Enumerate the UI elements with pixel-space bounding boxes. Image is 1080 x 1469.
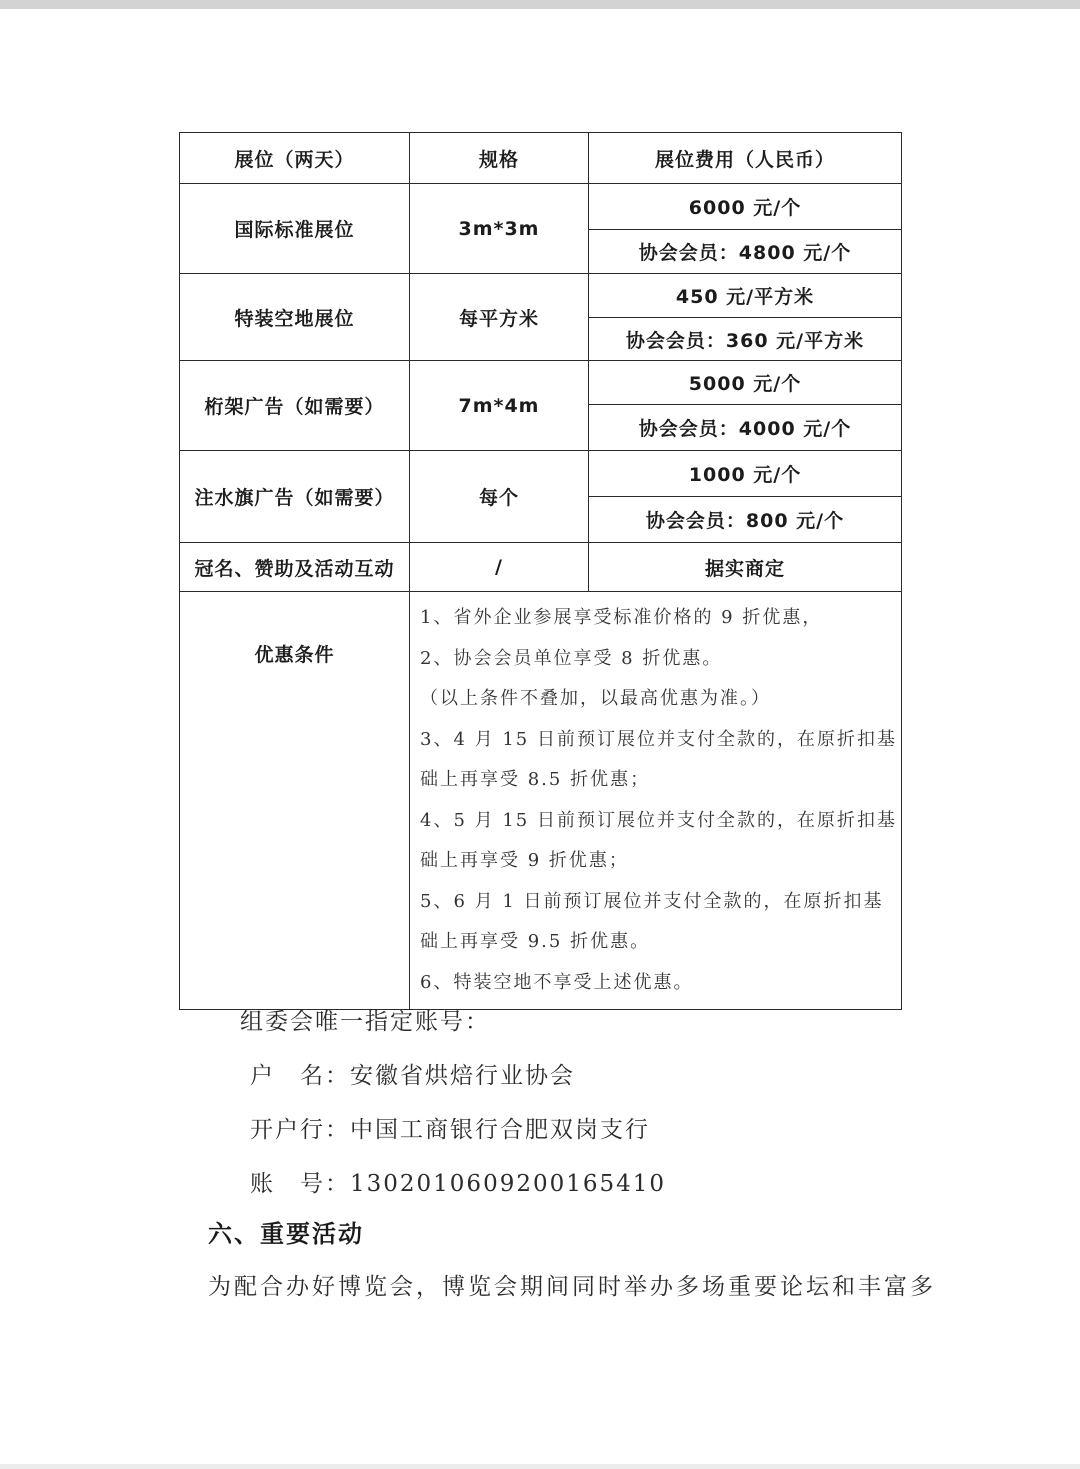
header-fee: 展位费用（人民币） — [589, 133, 902, 184]
booth-price: 1000 元/个 — [589, 451, 902, 497]
account-bank-label: 开户行： — [250, 1117, 350, 1143]
discount-line: 础上再享受 9 折优惠； — [420, 850, 629, 871]
account-name-value: 安徽省烘焙行业协会 — [350, 1063, 575, 1089]
table-row — [180, 184, 902, 230]
booth-name: 桁架广告（如需要） — [180, 361, 410, 451]
booth-spec: 每个 — [410, 451, 589, 543]
booth-price: 5000 元/个 — [589, 361, 902, 405]
discount-label: 优惠条件 — [180, 592, 410, 1010]
booth-spec: 每平方米 — [410, 274, 589, 361]
bottom-edge — [0, 1464, 1080, 1469]
booth-member-price: 协会会员：360 元/平方米 — [589, 318, 902, 361]
account-intro: 组委会唯一指定账号： — [240, 1009, 490, 1035]
account-number-value: 1302010609200165410 — [350, 1171, 667, 1197]
booth-member-price: 协会会员：4800 元/个 — [589, 230, 902, 274]
account-info — [240, 1000, 666, 1216]
section-paragraph: 为配合办好博览会，博览会期间同时举办多场重要论坛和丰富多 — [208, 1274, 936, 1300]
table-header-row — [180, 133, 902, 184]
top-bar — [0, 0, 1080, 9]
section-title: 六、重要活动 — [208, 1220, 364, 1248]
booth-member-price: 协会会员：800 元/个 — [589, 497, 902, 543]
booth-spec: 7m*4m — [410, 361, 589, 451]
discount-list — [410, 592, 902, 1010]
sponsor-name: 冠名、赞助及活动互动 — [180, 543, 410, 592]
account-bank-value: 中国工商银行合肥双岗支行 — [350, 1117, 650, 1143]
discount-line: 1、省外企业参展享受标准价格的 9 折优惠， — [420, 607, 823, 628]
table-row — [180, 361, 902, 405]
sponsor-fee: 据实商定 — [589, 543, 902, 592]
table-row — [180, 274, 902, 318]
discount-line: 4、5 月 15 日前预订展位并支付全款的，在原折扣基 — [420, 809, 897, 831]
booth-fee-table — [179, 132, 902, 1010]
booth-name: 特装空地展位 — [180, 274, 410, 361]
table-row — [180, 451, 902, 497]
discount-line: 础上再享受 9.5 折优惠。 — [420, 931, 651, 952]
discount-row — [180, 592, 902, 1010]
discount-line: 5、6 月 1 日前预订展位并支付全款的，在原折扣基 — [420, 890, 884, 912]
account-bank-line — [240, 1108, 666, 1162]
booth-name: 注水旗广告（如需要） — [180, 451, 410, 543]
discount-line: 3、4 月 15 日前预订展位并支付全款的，在原折扣基 — [420, 728, 897, 750]
discount-line: （以上条件不叠加，以最高优惠为准。） — [420, 688, 771, 709]
sponsor-row — [180, 543, 902, 592]
discount-line: 础上再享受 8.5 折优惠； — [420, 769, 651, 790]
header-booth: 展位（两天） — [180, 133, 410, 184]
header-spec: 规格 — [410, 133, 589, 184]
booth-spec: 3m*3m — [410, 184, 589, 274]
account-number-line — [240, 1162, 666, 1216]
booth-price: 450 元/平方米 — [589, 274, 902, 318]
account-name-line — [240, 1054, 666, 1108]
account-number-label: 账 号： — [250, 1171, 350, 1197]
booth-price: 6000 元/个 — [589, 184, 902, 230]
booth-name: 国际标准展位 — [180, 184, 410, 274]
discount-line: 2、协会会员单位享受 8 折优惠。 — [420, 647, 723, 669]
account-name-label: 户 名： — [250, 1063, 350, 1089]
booth-member-price: 协会会员：4000 元/个 — [589, 405, 902, 451]
sponsor-spec: / — [410, 543, 589, 592]
discount-line: 6、特装空地不享受上述优惠。 — [420, 971, 694, 993]
